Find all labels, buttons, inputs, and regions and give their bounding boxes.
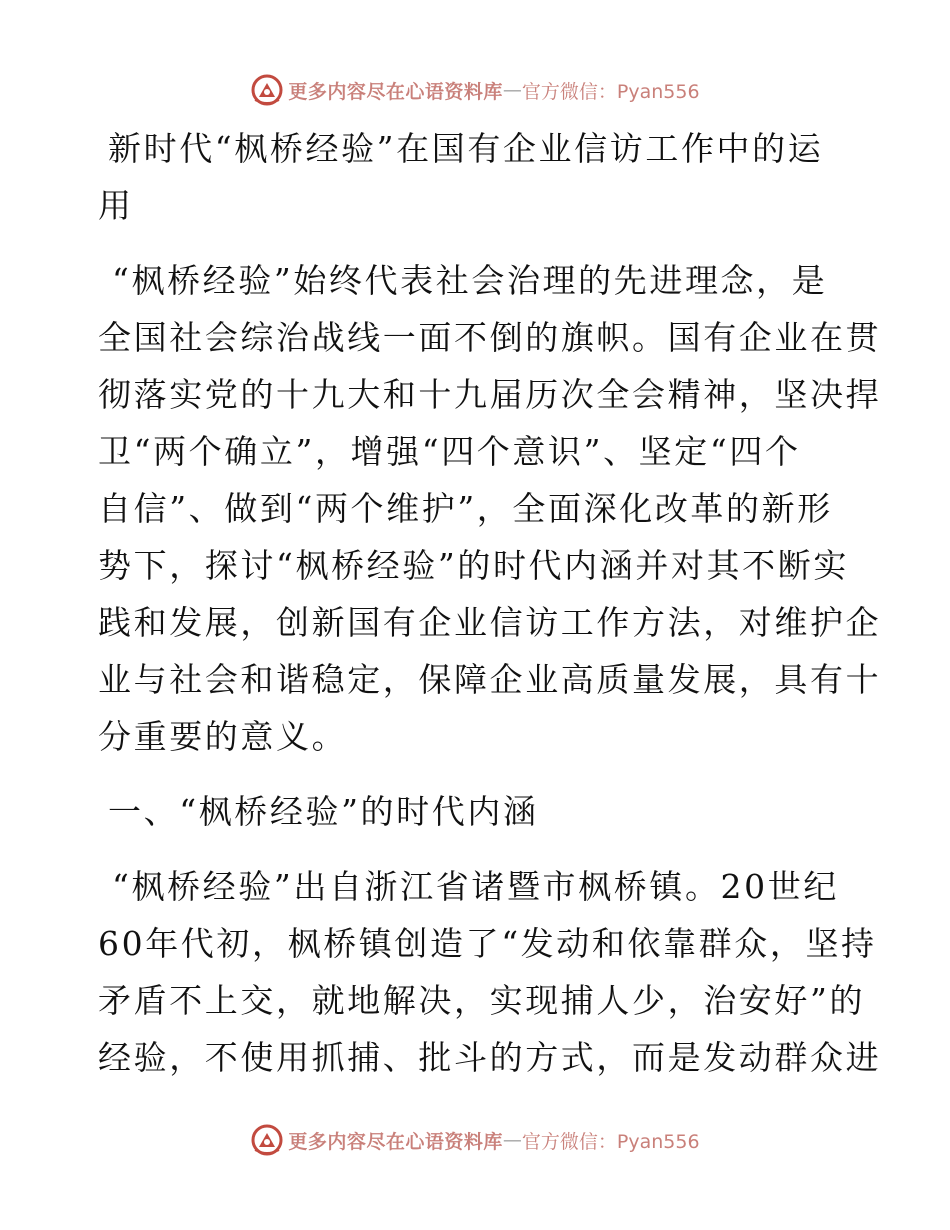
document-title-line-1: 新时代“枫桥经验”在国有企业信访工作中的运 [108,129,824,168]
section-1-paragraph-line-4: 经验，不使用抓捕、批斗的方式，而是发动群众进 [98,1038,882,1077]
intro-paragraph-line-1: “枫桥经验”始终代表社会治理的先进理念，是 [112,261,828,300]
banner-wechat-text: 官方微信：Pyan556 [521,80,700,103]
intro-paragraph-line-9: 分重要的意义。 [98,717,348,756]
intro-paragraph-line-6: 势下，探讨“枫桥经验”的时代内涵并对其不断实 [98,546,849,585]
banner-ad-text: 更多内容尽在心语资料库 [288,1130,503,1153]
brand-logo-icon [250,1123,284,1157]
intro-paragraph-line-5: 自信”、做到“两个维护”，全面深化改革的新形 [98,489,833,528]
section-1-paragraph-line-3: 矛盾不上交，就地解决，实现捕人少，治安好”的 [98,981,866,1020]
section-1-paragraph-line-2: 60年代初，枫桥镇创造了“发动和依靠群众，坚持 [98,924,877,963]
document-title-line-2: 用 [98,186,134,225]
section-1-heading: 一、“枫桥经验”的时代内涵 [108,792,539,831]
intro-paragraph-line-4: 卫“两个确立”，增强“四个意识”、坚定“四个 [98,432,801,471]
banner-separator: — [502,1129,522,1151]
document-body [98,120,882,1086]
intro-paragraph-line-2: 全国社会综治战线一面不倒的旗帜。国有企业在贯 [98,318,882,357]
brand-logo-icon [250,73,284,107]
banner-separator: — [502,79,522,101]
banner-wechat-text: 官方微信：Pyan556 [521,1130,700,1153]
header-watermark-banner [0,70,950,110]
section-1-paragraph-line-1: “枫桥经验”出自浙江省诸暨市枫桥镇。20世纪 [112,867,839,906]
banner-ad-text: 更多内容尽在心语资料库 [288,80,503,103]
footer-watermark-banner [0,1120,950,1160]
intro-paragraph-line-8: 业与社会和谐稳定，保障企业高质量发展，具有十 [98,660,882,699]
intro-paragraph-line-3: 彻落实党的十九大和十九届历次全会精神，坚决捍 [98,375,882,414]
intro-paragraph-line-7: 践和发展，创新国有企业信访工作方法，对维护企 [98,603,882,642]
